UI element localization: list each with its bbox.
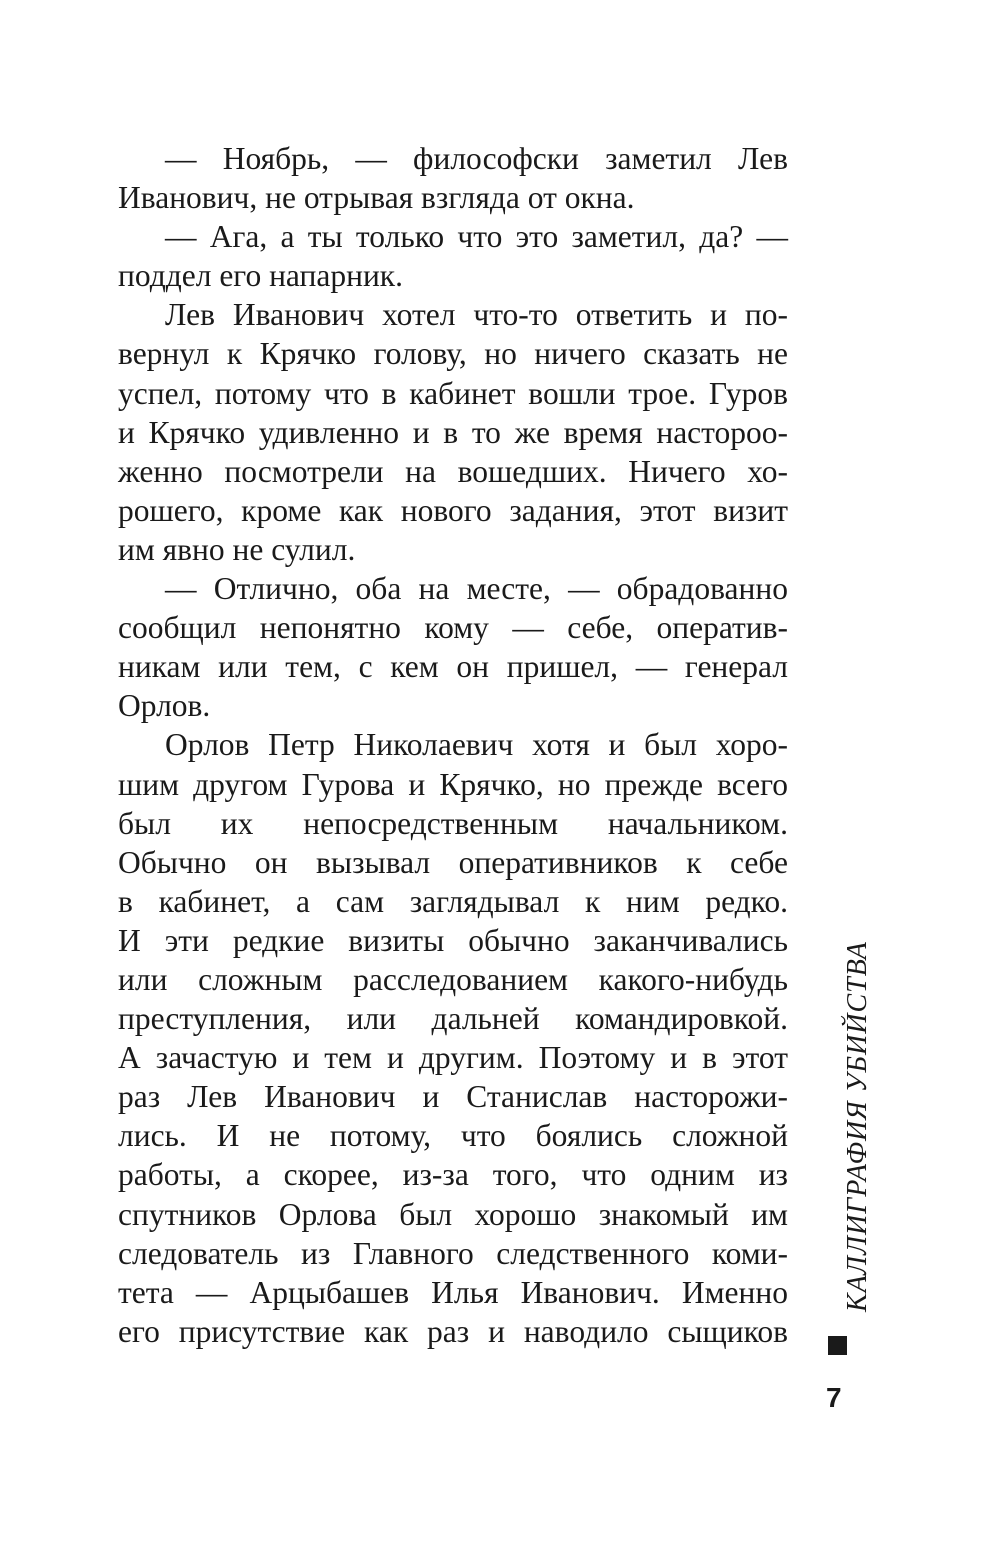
text-line: вернул к Крячко голову, но ничего сказать не	[118, 336, 788, 372]
text-line: работы, а скорее, из-за того, что одним из	[118, 1157, 788, 1193]
text-line: лись. И не потому, что боялись сложной	[118, 1118, 788, 1154]
text-line: — Отлично, оба на месте, — обрадованно	[165, 571, 788, 607]
text-line: тета — Арцыбашев Илья Иванович. Именно	[118, 1274, 788, 1310]
text-line: Орлов.	[118, 688, 211, 724]
running-title: КАЛЛИГРАФИЯ УБИЙСТВА	[842, 941, 873, 1312]
text-line: А зачастую и тем и другим. Поэтому и в этот	[118, 1040, 788, 1076]
text-line: раз Лев Иванович и Станислав насторожи-	[118, 1079, 788, 1115]
text-line: И эти редкие визиты обычно заканчивались	[118, 922, 788, 958]
text-line: шим другом Гурова и Крячко, но прежде всего	[118, 766, 788, 802]
text-line: был их непосредственным начальником.	[118, 805, 788, 841]
text-line: успел, потому что в кабинет вошли трое. Гуров	[118, 375, 788, 411]
text-line: Орлов Петр Николаевич хотя и был хоро-	[165, 727, 788, 763]
text-line: — Ноябрь, — философски заметил Лев	[165, 141, 788, 176]
text-line: преступления, или дальней командировкой.	[118, 1001, 788, 1037]
body-text	[118, 139, 788, 1351]
text-line: его присутствие как раз и наводило сыщиков	[118, 1313, 788, 1349]
text-line: сообщил непонятно кому — себе, оператив-	[118, 610, 788, 646]
text-line: женно посмотрели на вошедших. Ничего хо-	[118, 453, 788, 489]
text-line: Иванович, не отрывая взгляда от окна.	[118, 180, 635, 216]
text-line: поддел его напарник.	[118, 258, 403, 294]
text-line: никам или тем, с кем он пришел, — генерал	[118, 649, 788, 685]
black-square-icon	[828, 1336, 847, 1355]
text-line: Лев Иванович хотел что-то ответить и по-	[165, 297, 788, 333]
text-line: следователь из Главного следственного коми-	[118, 1235, 788, 1271]
text-line: или сложным расследованием какого-нибудь	[118, 961, 788, 997]
text-line: рошего, кроме как нового задания, этот визит	[118, 492, 788, 528]
text-line: в кабинет, а сам заглядывал к ним редко.	[118, 883, 788, 919]
text-line: спутников Орлова был хорошо знакомый им	[118, 1196, 788, 1232]
text-line: и Крячко удивленно и в то же время настороо-	[118, 414, 788, 450]
text-line: — Ага, а ты только что это заметил, да? —	[165, 219, 788, 255]
text-line: им явно не сулил.	[118, 531, 356, 567]
text-line: Обычно он вызывал оперативников к себе	[118, 844, 788, 880]
page-number: 7	[826, 1382, 842, 1413]
